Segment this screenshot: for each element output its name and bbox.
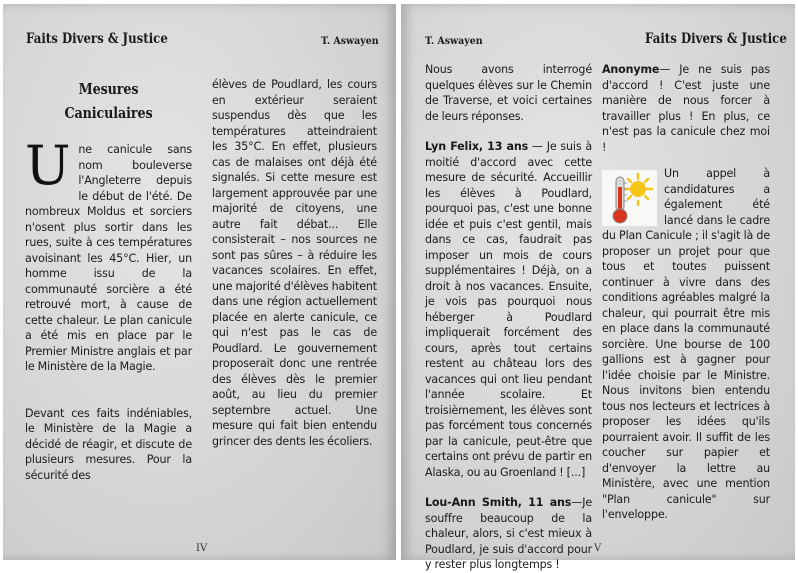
column-2-text: élèves de Poudlard, les cours en extérieur seraient suspendus dès que les températures atteindraient les 35°C. En effet, plusieurs cas de malaises ont déjà été signalés. Si cette mesure est largement approuvée par une majorité de citoyens, une autre fait débat... Elle consisterait – nos sources ne sont pas sûres – à réduire les vacances scolaires. En effet, une majorité d'élèves habitent dans une région actuellement placée en alerte canicule, ce qui n'est pas le cas de Poudlard. Le gouvernement proposerait donc une rentrée des élèves dès le premier août, au lieu du premier septembre actuel. Une mesure qui fait bien entendu grincer des dents les écoliers.	[212, 78, 377, 448]
call-for-projects	[602, 166, 770, 523]
thermometer-bulb	[613, 209, 627, 223]
speaker-name: Lou-Ann Smith, 11 ans	[425, 496, 572, 509]
interview-text: — Je ne suis pas d'accord ! C'est juste une manière de nous forcer à travailler plus ! En plus, ce n'est pas la canicule chez moi !	[602, 63, 770, 154]
author-name-right: T. Aswayen	[425, 35, 483, 47]
column-1	[25, 78, 192, 483]
lead-paragraph-text: ne canicule sans nom bouleverse l'Angleterre depuis le début de l'été. De nombreux Moldus et sorciers n'osent plus sortir dans les rues, suite à ces températures avoisinant les 45°C. Hier, un homme issu de la communauté sorcière a été retrouvé mort, à cause de cette chaleur. Le plan canicule a été mis en place par le Premier Ministre anglais et par le Ministère de la Magie.	[25, 143, 192, 373]
article-title	[35, 78, 182, 126]
title-line-1: Mesures	[78, 81, 139, 98]
magazine-name-left: Faits Divers & Justice	[26, 31, 168, 47]
interview-intro: Nous avons interrogé quelques élèves sur le Chemin de Traverse, et voici certaines de leurs réponses.	[425, 63, 592, 123]
sun-thermometer-illustration	[602, 170, 657, 226]
title-line-2: Caniculaires	[64, 105, 153, 122]
interview-anonyme	[602, 62, 770, 155]
author-name-left: T. Aswayen	[321, 35, 379, 47]
right-page	[401, 4, 795, 571]
interview-lyn-felix	[425, 139, 592, 480]
page-number-left: IV	[196, 543, 208, 554]
left-page	[3, 4, 396, 560]
magazine-name-right: Faits Divers & Justice	[645, 31, 787, 47]
speaker-name: Lyn Felix, 13 ans	[425, 140, 529, 153]
interview-text: —Je souffre beaucoup de la chaleur, alors, si c'est mieux à Poudlard, je suis d'accord pour y rester plus longtemps !	[425, 496, 592, 571]
sun-disc	[630, 181, 646, 197]
speaker-name: Anonyme	[602, 63, 660, 76]
second-paragraph: Devant ces faits indéniables, le Ministère de la Magie a décidé de réagir, et discute de plusieurs mesures. Pour la sécurité des	[25, 406, 192, 482]
sun-thermometer-icon	[602, 170, 657, 226]
lead-paragraph	[25, 134, 192, 375]
interview-lou-ann-smith	[425, 495, 592, 573]
column-4	[602, 62, 770, 523]
column-2	[212, 77, 377, 449]
call-for-projects-text: Un appel à candidatures a également été lancé dans le cadre du Plan Canicule ; il s'agit là de proposer un projet pour que tous et toutes puissent continuer à vivre dans des conditions agréables malgré la chaleur, qui pourrait être mis en place dans la communauté sorcière. Une bourse de 100 gallions est à gagner pour l'idée choisie par le Ministre. Nous invitons bien entendu tous nos lecteurs et lectrices à proposer les idées qu'ils pourraient avoir. Il suffit de les coucher sur papier et d'envoyer la lettre au Ministère, avec une mention "Plan canicule" sur l'enveloppe.	[602, 167, 770, 521]
drop-cap: U	[25, 134, 71, 197]
interview-text: — Je suis à moitié d'accord avec cette mesure de sécurité. Accueillir les élèves à Poudlard, pourquoi pas, c'est une bonne idée et puis c'est gentil, mais dans ce cas, faudrait pas imposer un mois de cours supplémentaires ! Déjà, on a droit à nos vacances. Ensuite, je vois pas pourquoi nous héberger à Poudlard impliquerait forcément des cours, après tout certains restent au château lors des vacances qui ont lieu pendant l'année scolaire. Et troisièmement, les élèves sont pas forcément tous concernés par la canicule, peut-être que certains ont prévu de partir en Alaska, ou au Groenland ! [...]	[425, 140, 592, 479]
column-3	[425, 62, 592, 573]
page-number-right: V	[594, 543, 602, 554]
